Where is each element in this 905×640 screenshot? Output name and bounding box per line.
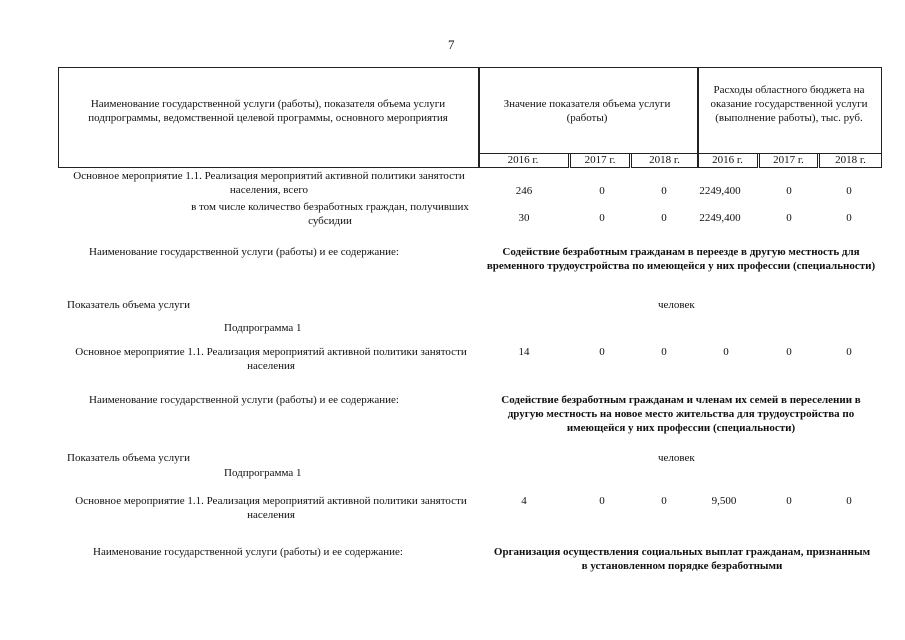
year-2018-cost: 2018 г. bbox=[835, 154, 866, 166]
block2-row-v2: 0 bbox=[599, 346, 605, 358]
page-number: 7 bbox=[448, 37, 455, 52]
block1-row2-v3: 0 bbox=[661, 212, 667, 224]
block1-row2-v6: 0 bbox=[846, 212, 852, 224]
block1-row2-v2: 0 bbox=[599, 212, 605, 224]
block2-row-v6: 0 bbox=[846, 346, 852, 358]
block3-indicator-label: Показатель объема услуги bbox=[67, 452, 191, 464]
header-col2-text: Значение показателя объема услуги (работы) bbox=[503, 98, 671, 124]
block2-row-v1: 14 bbox=[518, 346, 530, 358]
year-2017-volume: 2017 г. bbox=[584, 154, 616, 166]
block2-service-name: Содействие безработным гражданам в переезде в другую местность для временного трудоустройства по имеющейся у них профессии (специальности) bbox=[486, 246, 876, 272]
block2-row-v5: 0 bbox=[786, 346, 792, 358]
block2-indicator-label: Показатель объема услуги bbox=[67, 299, 191, 311]
block1-row1-v5: 0 bbox=[786, 185, 792, 197]
block1-row1-v1: 246 bbox=[515, 185, 533, 197]
block2-indicator-unit: человек bbox=[658, 299, 695, 311]
block3-row-v3: 0 bbox=[661, 495, 667, 507]
year-2016-cost: 2016 г. bbox=[712, 154, 743, 166]
block3-indicator-unit: человек bbox=[658, 452, 695, 464]
block1-row2-v4: 2249,400 bbox=[699, 212, 741, 224]
block3-row-v4: 9,500 bbox=[711, 495, 737, 507]
block2-subprogram: Подпрограмма 1 bbox=[224, 322, 302, 334]
block3-row-v6: 0 bbox=[846, 495, 852, 507]
block3-row-v5: 0 bbox=[786, 495, 792, 507]
block2-service-label: Наименование государственной услуги (работы) и ее содержание: bbox=[89, 246, 399, 258]
block3-row-label: Основное мероприятие 1.1. Реализация мероприятий активной политики занятости населения bbox=[75, 495, 467, 521]
block3-service-label: Наименование государственной услуги (работы) и ее содержание: bbox=[89, 394, 399, 406]
year-2017-cost: 2017 г. bbox=[773, 154, 804, 166]
block1-row1-label: Основное мероприятие 1.1. Реализация мероприятий активной политики занятости населения, всего bbox=[73, 170, 465, 196]
table-header bbox=[58, 67, 881, 168]
block3-subprogram: Подпрограмма 1 bbox=[224, 467, 302, 479]
block1-row1-v6: 0 bbox=[846, 185, 852, 197]
block3-row-v2: 0 bbox=[599, 495, 605, 507]
block4-service-label: Наименование государственной услуги (работы) и ее содержание: bbox=[93, 546, 403, 558]
header-col3-text: Расходы областного бюджета на оказание государственной услуги (выполнение работы), тыс. руб. bbox=[710, 84, 868, 124]
block2-row-v3: 0 bbox=[661, 346, 667, 358]
block3-service-name: Содействие безработным гражданам и членам их семей в переселении в другую местность на новое место жительства для трудоустройства по имеющейся у них профессии (специальности) bbox=[501, 394, 861, 434]
block1-row2-label: в том числе количество безработных граждан, получивших субсидии bbox=[191, 201, 469, 227]
block1-row1-v4: 2249,400 bbox=[699, 185, 741, 197]
header-col1-text: Наименование государственной услуги (работы), показателя объема услуги подпрограммы, ведомственной целевой программы, основного мероприятия bbox=[88, 98, 448, 124]
year-2018-volume: 2018 г. bbox=[649, 154, 680, 166]
block1-row1-v2: 0 bbox=[599, 185, 605, 197]
block2-row-v4: 0 bbox=[723, 346, 729, 358]
block1-row1-v3: 0 bbox=[661, 185, 667, 197]
block1-row2-v5: 0 bbox=[786, 212, 792, 224]
block4-service-name: Организация осуществления социальных выплат гражданам, признанным в установленном порядке безработными bbox=[493, 546, 871, 572]
block1-row2-v1: 30 bbox=[518, 212, 530, 224]
year-2016-volume: 2016 г. bbox=[507, 154, 539, 166]
block3-row-v1: 4 bbox=[521, 495, 527, 507]
block2-row-label: Основное мероприятие 1.1. Реализация мероприятий активной политики занятости населения bbox=[75, 346, 467, 372]
